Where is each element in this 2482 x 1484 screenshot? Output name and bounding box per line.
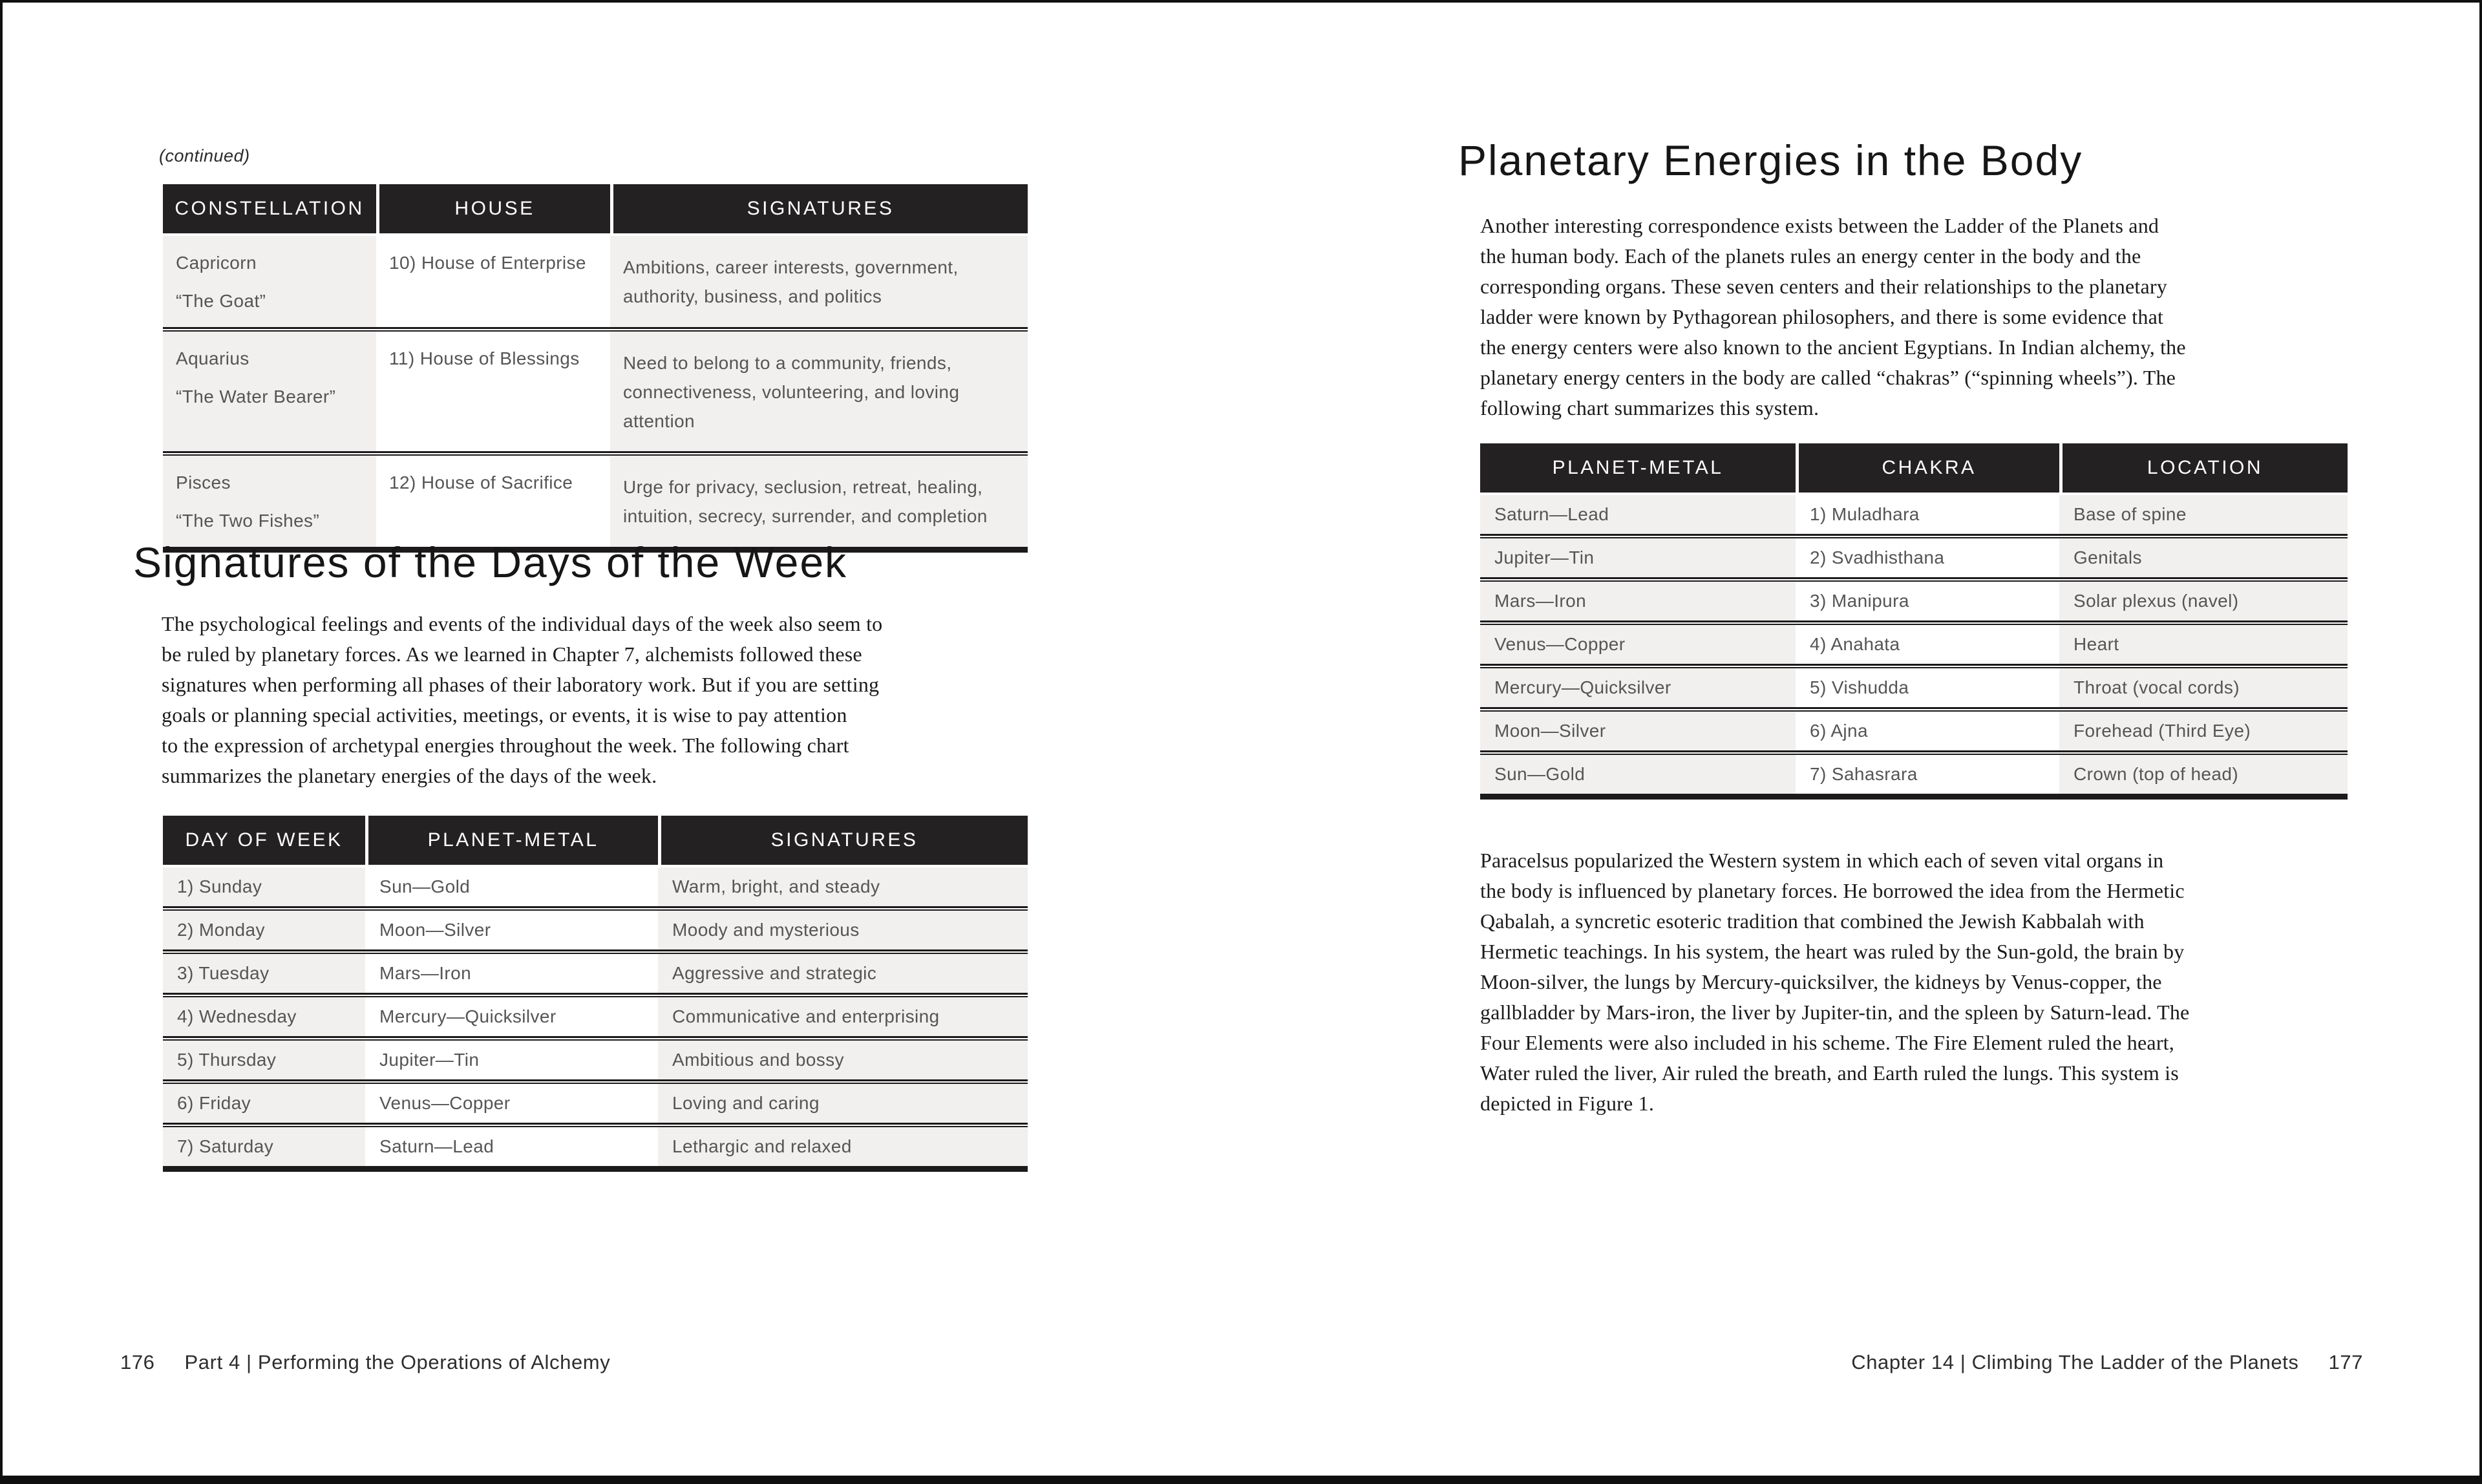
planetary-energies-paragraph: Another interesting correspondence exists between the Ladder of the Planets and the human body. Each of the planets rules an energy center in the body and the corresponding organs. These seven centers and their relationships to the planetary ladder were known by Pythagorean philosophers, and there is some evidence that the energy centers were also known to the ancient Egyptians. In Indian alchemy, the planetary energy centers in the body are called “chakras” (“spinning wheels”). The following chart summarizes this system. xyxy=(1480,214,2186,419)
table-header-row xyxy=(163,816,1028,865)
row-divider xyxy=(1480,534,2348,538)
column-header-constellation: CONSTELLATION xyxy=(163,184,376,233)
cell-planet-metal: Venus—Copper xyxy=(1480,625,1796,664)
column-header-signatures: SIGNATURES xyxy=(610,184,1028,233)
cell-chakra: 2) Svadhisthana xyxy=(1810,547,1945,567)
constellation-name: Capricorn xyxy=(176,253,257,273)
running-footer-text: Chapter 14 | Climbing The Ladder of the Planets xyxy=(1851,1351,2299,1373)
cell-chakra: 7) Sahasrara xyxy=(1810,764,1918,784)
row-divider xyxy=(1480,750,2348,755)
table-row-thursday xyxy=(163,1041,1028,1079)
table-row-monday xyxy=(163,911,1028,949)
row-divider xyxy=(1480,620,2348,625)
cell-planet-metal: Sun—Gold xyxy=(379,876,471,896)
column-header-house: HOUSE xyxy=(376,184,610,233)
cell-day: 5) Thursday xyxy=(163,1041,365,1079)
right-page-footer xyxy=(1851,1351,2363,1374)
left-page-footer xyxy=(120,1351,610,1374)
cell-signatures: Warm, bright, and steady xyxy=(658,867,1028,906)
cell-day: 3) Tuesday xyxy=(163,954,365,993)
table-row-saturn xyxy=(1480,495,2348,534)
days-of-week-table xyxy=(163,816,1028,1172)
row-divider xyxy=(163,1036,1028,1041)
table-header-row xyxy=(1480,443,2348,493)
column-header-location: LOCATION xyxy=(2059,443,2348,493)
table-row-mars xyxy=(1480,582,2348,620)
cell-signatures: Loving and caring xyxy=(658,1084,1028,1123)
cell-day: 7) Saturday xyxy=(163,1127,365,1166)
column-header-signatures: SIGNATURES xyxy=(658,816,1028,865)
cell-day: 6) Friday xyxy=(163,1084,365,1123)
cell-planet-metal: Moon—Silver xyxy=(1480,712,1796,750)
days-intro-paragraph: The psychological feelings and events of the individual days of the week also seem to be ruled by planetary forces. As we learned in Chapter 7, alchemists followed these signatures when performing all phases of their laboratory work. But if you are setting goals or planning special activities, meetings, or events, it is wise to pay attention to the expression of archetypal energies throughout the week. The following chart summarizes the planetary energies of the days of the week. xyxy=(162,612,883,787)
cell-day: 1) Sunday xyxy=(163,867,365,906)
cell-planet-metal: Venus—Copper xyxy=(379,1093,511,1113)
table-bottom-rule xyxy=(1480,794,2348,800)
column-header-day-of-week: DAY OF WEEK xyxy=(163,816,365,865)
row-divider xyxy=(163,906,1028,911)
row-divider xyxy=(163,949,1028,954)
table-row-tuesday xyxy=(163,954,1028,993)
cell-house: 12) House of Sacrifice xyxy=(389,472,573,493)
column-header-planet-metal: PLANET-METAL xyxy=(365,816,658,865)
column-header-planet-metal: PLANET-METAL xyxy=(1480,443,1796,493)
table-row-moon xyxy=(1480,712,2348,750)
table-row-wednesday xyxy=(163,997,1028,1036)
table-row-venus xyxy=(1480,625,2348,664)
cell-chakra: 6) Ajna xyxy=(1810,721,1868,741)
chakra-table xyxy=(1480,443,2348,800)
cell-signatures: Moody and mysterious xyxy=(658,911,1028,949)
cell-location: Crown (top of head) xyxy=(2059,755,2348,794)
cell-location: Heart xyxy=(2059,625,2348,664)
table-row-pisces xyxy=(163,456,1028,547)
cell-constellation xyxy=(163,456,376,547)
running-footer-text: Part 4 | Performing the Operations of Alchemy xyxy=(184,1351,611,1373)
constellation-nickname: “The Water Bearer” xyxy=(176,387,336,407)
table-bottom-rule xyxy=(163,1166,1028,1172)
cell-day: 2) Monday xyxy=(163,911,365,949)
cell-planet-metal: Sun—Gold xyxy=(1480,755,1796,794)
cell-constellation xyxy=(163,332,376,451)
cell-signatures: Urge for privacy, seclusion, retreat, healing, intuition, secrecy, surrender, and completion xyxy=(610,456,1028,547)
cell-planet-metal: Moon—Silver xyxy=(379,920,491,940)
row-divider xyxy=(163,993,1028,997)
table-header-row xyxy=(163,184,1028,233)
cell-location: Forehead (Third Eye) xyxy=(2059,712,2348,750)
table-row-jupiter xyxy=(1480,538,2348,577)
cell-location: Throat (vocal cords) xyxy=(2059,668,2348,707)
constellation-nickname: “The Two Fishes” xyxy=(176,511,320,531)
constellation-name: Pisces xyxy=(176,472,231,493)
cell-planet-metal: Saturn—Lead xyxy=(1480,495,1796,534)
cell-chakra: 1) Muladhara xyxy=(1810,504,1920,524)
cell-constellation xyxy=(163,236,376,327)
table-row-saturday xyxy=(163,1127,1028,1166)
row-divider xyxy=(163,327,1028,332)
table-body xyxy=(163,236,1028,547)
continued-label: (continued) xyxy=(159,146,250,165)
cell-signatures: Communicative and enterprising xyxy=(658,997,1028,1036)
row-divider xyxy=(1480,664,2348,668)
table-row-mercury xyxy=(1480,668,2348,707)
row-divider xyxy=(1480,577,2348,582)
cell-signatures: Need to belong to a community, friends, connectiveness, volunteering, and loving attention xyxy=(610,332,1028,451)
table-row-aquarius xyxy=(163,332,1028,451)
row-divider xyxy=(163,1079,1028,1084)
table-body xyxy=(1480,495,2348,794)
column-header-chakra: CHAKRA xyxy=(1796,443,2059,493)
cell-house: 10) House of Enterprise xyxy=(389,253,586,273)
page-number: 177 xyxy=(2328,1351,2363,1373)
section-heading-planetary-energies: Planetary Energies in the Body xyxy=(1458,136,2083,184)
cell-planet-metal: Mercury—Quicksilver xyxy=(1480,668,1796,707)
table-row-capricorn xyxy=(163,236,1028,327)
cell-planet-metal: Jupiter—Tin xyxy=(379,1050,480,1070)
cell-chakra: 5) Vishudda xyxy=(1810,677,1909,697)
cell-signatures: Ambitious and bossy xyxy=(658,1041,1028,1079)
row-divider xyxy=(1480,707,2348,712)
cell-location: Base of spine xyxy=(2059,495,2348,534)
constellation-name: Aquarius xyxy=(176,348,249,368)
cell-signatures: Lethargic and relaxed xyxy=(658,1127,1028,1166)
table-row-friday xyxy=(163,1084,1028,1123)
cell-planet-metal: Mars—Iron xyxy=(1480,582,1796,620)
cell-planet-metal: Saturn—Lead xyxy=(379,1136,494,1156)
section-heading-days-of-week: Signatures of the Days of the Week xyxy=(133,538,848,586)
constellation-nickname: “The Goat” xyxy=(176,291,266,311)
cell-day: 4) Wednesday xyxy=(163,997,365,1036)
cell-location: Solar plexus (navel) xyxy=(2059,582,2348,620)
cell-signatures: Aggressive and strategic xyxy=(658,954,1028,993)
cell-chakra: 3) Manipura xyxy=(1810,591,1909,611)
cell-location: Genitals xyxy=(2059,538,2348,577)
cell-house: 11) House of Blessings xyxy=(389,348,580,368)
table-body xyxy=(163,867,1028,1166)
cell-planet-metal: Mercury—Quicksilver xyxy=(379,1006,557,1026)
table-row-sun xyxy=(1480,755,2348,794)
cell-planet-metal: Jupiter—Tin xyxy=(1480,538,1796,577)
paracelsus-paragraph: Paracelsus popularized the Western system in which each of seven vital organs in the body is influenced by planetary forces. He borrowed the idea from the Hermetic Qabalah, a syncretic esoteric tradition that combined the Jewish Kabbalah with Hermetic teachings. In his system, the heart was ruled by the Sun-gold, the brain by Moon-silver, the lungs by Mercury-quicksilver, the kidneys by Venus-copper, the gallbladder by Mars-iron, the liver by Jupiter-tin, and the spleen by Saturn-lead. The Four Elements were also included in his scheme. The Fire Element ruled the heart, Water ruled the liver, Air ruled the breath, and Earth ruled the lungs. This system is depicted in Figure 1. xyxy=(1480,849,2190,1115)
cell-chakra: 4) Anahata xyxy=(1810,634,1900,654)
table-row-sunday xyxy=(163,867,1028,906)
row-divider xyxy=(163,451,1028,456)
row-divider xyxy=(163,1123,1028,1127)
cell-planet-metal: Mars—Iron xyxy=(379,963,472,983)
page-number: 176 xyxy=(120,1351,155,1373)
constellation-house-table xyxy=(163,184,1028,553)
cell-signatures: Ambitions, career interests, government, authority, business, and politics xyxy=(610,236,1028,327)
